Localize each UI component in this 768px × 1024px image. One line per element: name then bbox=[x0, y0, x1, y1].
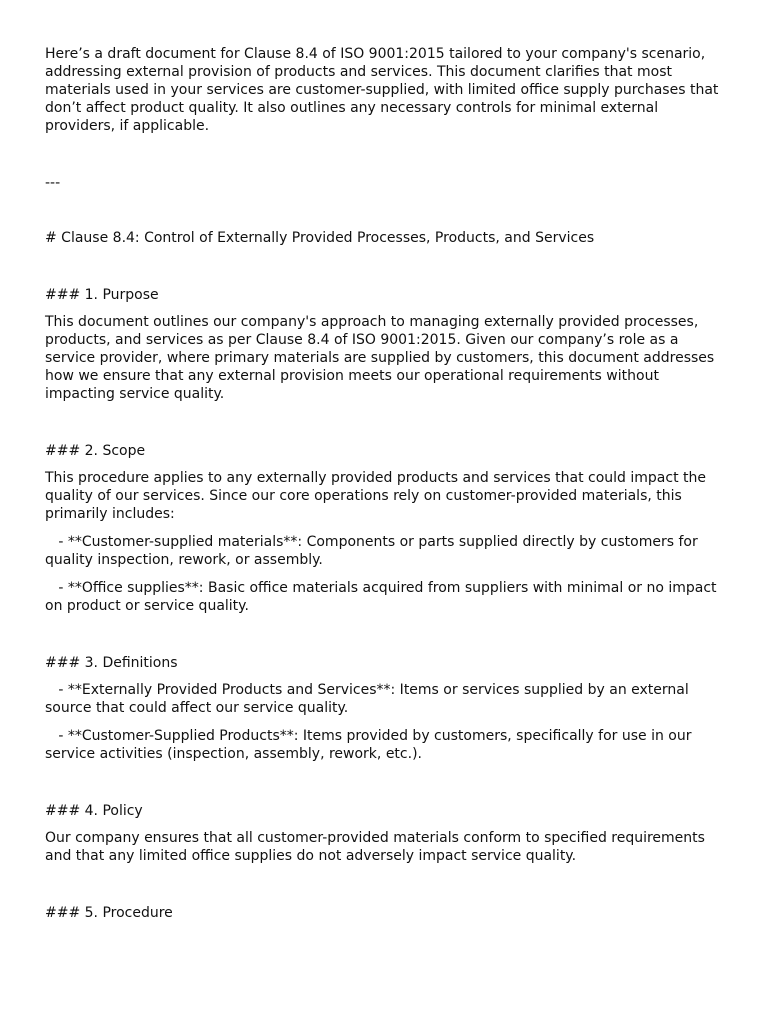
scope-list-item-office-supplies: - **Office supplies**: Basic office materials acquired from suppliers with minimal or no impact on product or service quality. bbox=[45, 580, 722, 614]
section-heading-definitions: ### 3. Definitions bbox=[45, 655, 178, 671]
document-title: # Clause 8.4: Control of Externally Provided Processes, Products, and Services bbox=[45, 230, 595, 246]
section-body-scope: This procedure applies to any externally provided products and services that could impact the quality of our services. Since our core operations rely on customer-provided materials, this primarily includes: bbox=[45, 470, 711, 522]
section-heading-scope: ### 2. Scope bbox=[45, 443, 146, 459]
intro-paragraph: Here’s a draft document for Clause 8.4 of ISO 9001:2015 tailored to your company's scenario, addressing external provision of products and services. This document clarifies that most materials used in your services are customer-supplied, with limited office supply purchases that don’t affect product quality. It also outlines any necessary controls for minimal external providers, if applicable. bbox=[45, 46, 723, 134]
section-heading-procedure: ### 5. Procedure bbox=[45, 905, 173, 921]
section-heading-policy: ### 4. Policy bbox=[45, 803, 143, 819]
section-heading-purpose: ### 1. Purpose bbox=[45, 287, 159, 303]
definition-item-customer-supplied: - **Customer-Supplied Products**: Items provided by customers, specifically for use in our service activities (inspection, assembly, rework, etc.). bbox=[45, 728, 696, 762]
section-body-policy: Our company ensures that all customer-provided materials conform to specified requirements and that any limited office supplies do not adversely impact service quality. bbox=[45, 830, 710, 864]
definition-item-externally-provided: - **Externally Provided Products and Services**: Items or services supplied by an external source that could affect our service quality. bbox=[45, 682, 694, 716]
separator-line: --- bbox=[45, 175, 61, 191]
section-body-purpose: This document outlines our company's approach to managing externally provided processes, products, and services as per Clause 8.4 of ISO 9001:2015. Given our company’s role as a service provider, where primary materials are supplied by customers, this document addresses how we ensure that any external provision meets our operational requirements without impacting service quality. bbox=[45, 314, 719, 402]
scope-list-item-customer-supplied: - **Customer-supplied materials**: Components or parts supplied directly by customers for quality inspection, rework, or assembly. bbox=[45, 534, 703, 568]
